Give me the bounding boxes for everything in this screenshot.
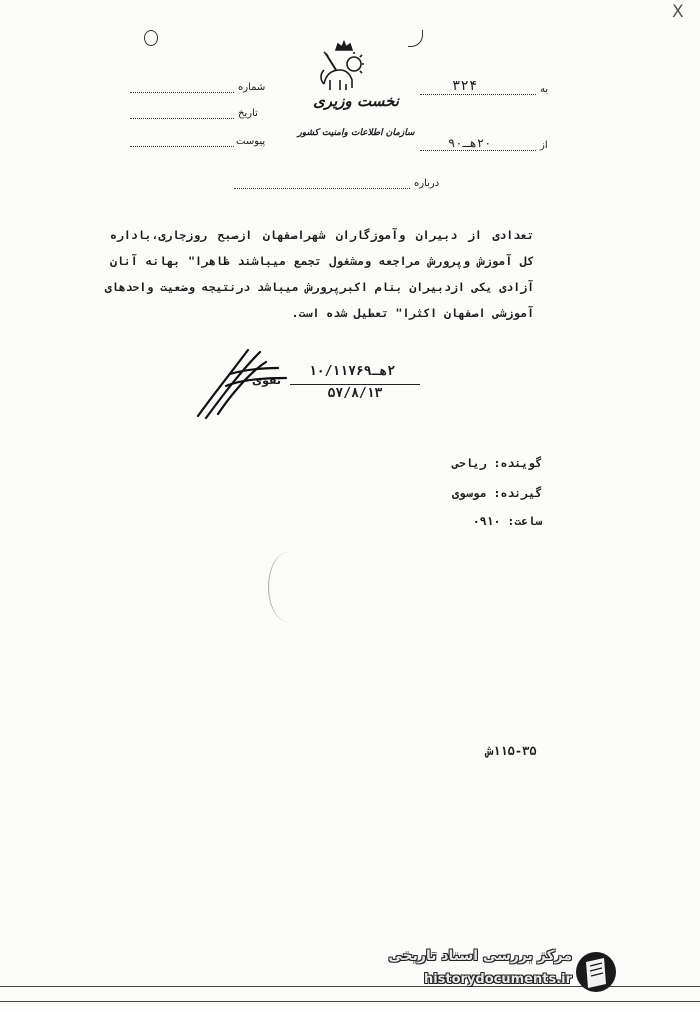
watermark-title: مرکز بررسی اسناد تاریخی — [388, 948, 572, 964]
reference-number: ۲هـ۱۰/۱۱۷۶۹ — [308, 364, 396, 379]
corner-mark: X — [672, 2, 684, 22]
punch-hole-mark — [144, 30, 158, 46]
from-label: از — [540, 140, 548, 151]
signer-name: تقوی — [252, 374, 282, 387]
faint-mark — [268, 552, 309, 622]
pen-mark — [408, 30, 423, 47]
number-line — [130, 92, 234, 93]
body-line: آزادی یکی ازدبیران بنام اکبرپرورش میباشد درنتیجه وضعیت واحدهای — [104, 280, 534, 294]
archive-logo-icon — [574, 948, 618, 998]
lion-and-sun-emblem-icon — [316, 40, 372, 92]
reference-divider — [290, 384, 420, 385]
body-line: آموزشی اصفهان اکثرا" تعطیل شده است. — [291, 306, 534, 320]
speaker-line: گوینده: ریاحی — [451, 456, 542, 470]
reference-date: ۵۷/۸/۱۳ — [327, 386, 383, 401]
subject-line — [234, 188, 410, 189]
attachment-label: پیوست — [236, 136, 266, 147]
archive-watermark — [388, 948, 650, 1000]
attachment-line — [130, 146, 234, 147]
number-label: شماره — [238, 82, 266, 93]
from-line — [420, 150, 536, 151]
document-code: ۱۱۵-۳۵ش — [486, 744, 537, 758]
handwritten-signature — [190, 344, 300, 420]
time-line: ساعت: ۰۹۱۰ — [472, 514, 542, 528]
subject-label: درباره — [414, 178, 440, 189]
receiver-line: گیرنده: موسوی — [451, 486, 542, 500]
to-value: ۳۲۴ — [452, 78, 478, 94]
from-value: ۲۰هـ۹۰ — [448, 136, 492, 150]
body-line: کل آموزش وپرورش مراجعه ومشغول تجمع میباشند ظاهرا" بهانه آنان — [110, 254, 534, 268]
to-line — [420, 94, 536, 95]
organization-name: سازمان اطلاعات وامنیت کشور — [297, 128, 415, 138]
date-line — [130, 118, 234, 119]
body-line: تعدادی از دبیران وآموزگاران شهراصفهان ازصبح روزجاری،باداره — [110, 228, 534, 242]
date-label: تاریخ — [238, 108, 258, 119]
to-label: به — [540, 84, 549, 95]
ministry-name: نخست وزیری — [313, 92, 399, 110]
report-body — [104, 222, 534, 326]
watermark-url: historydocuments.ir — [423, 972, 572, 987]
